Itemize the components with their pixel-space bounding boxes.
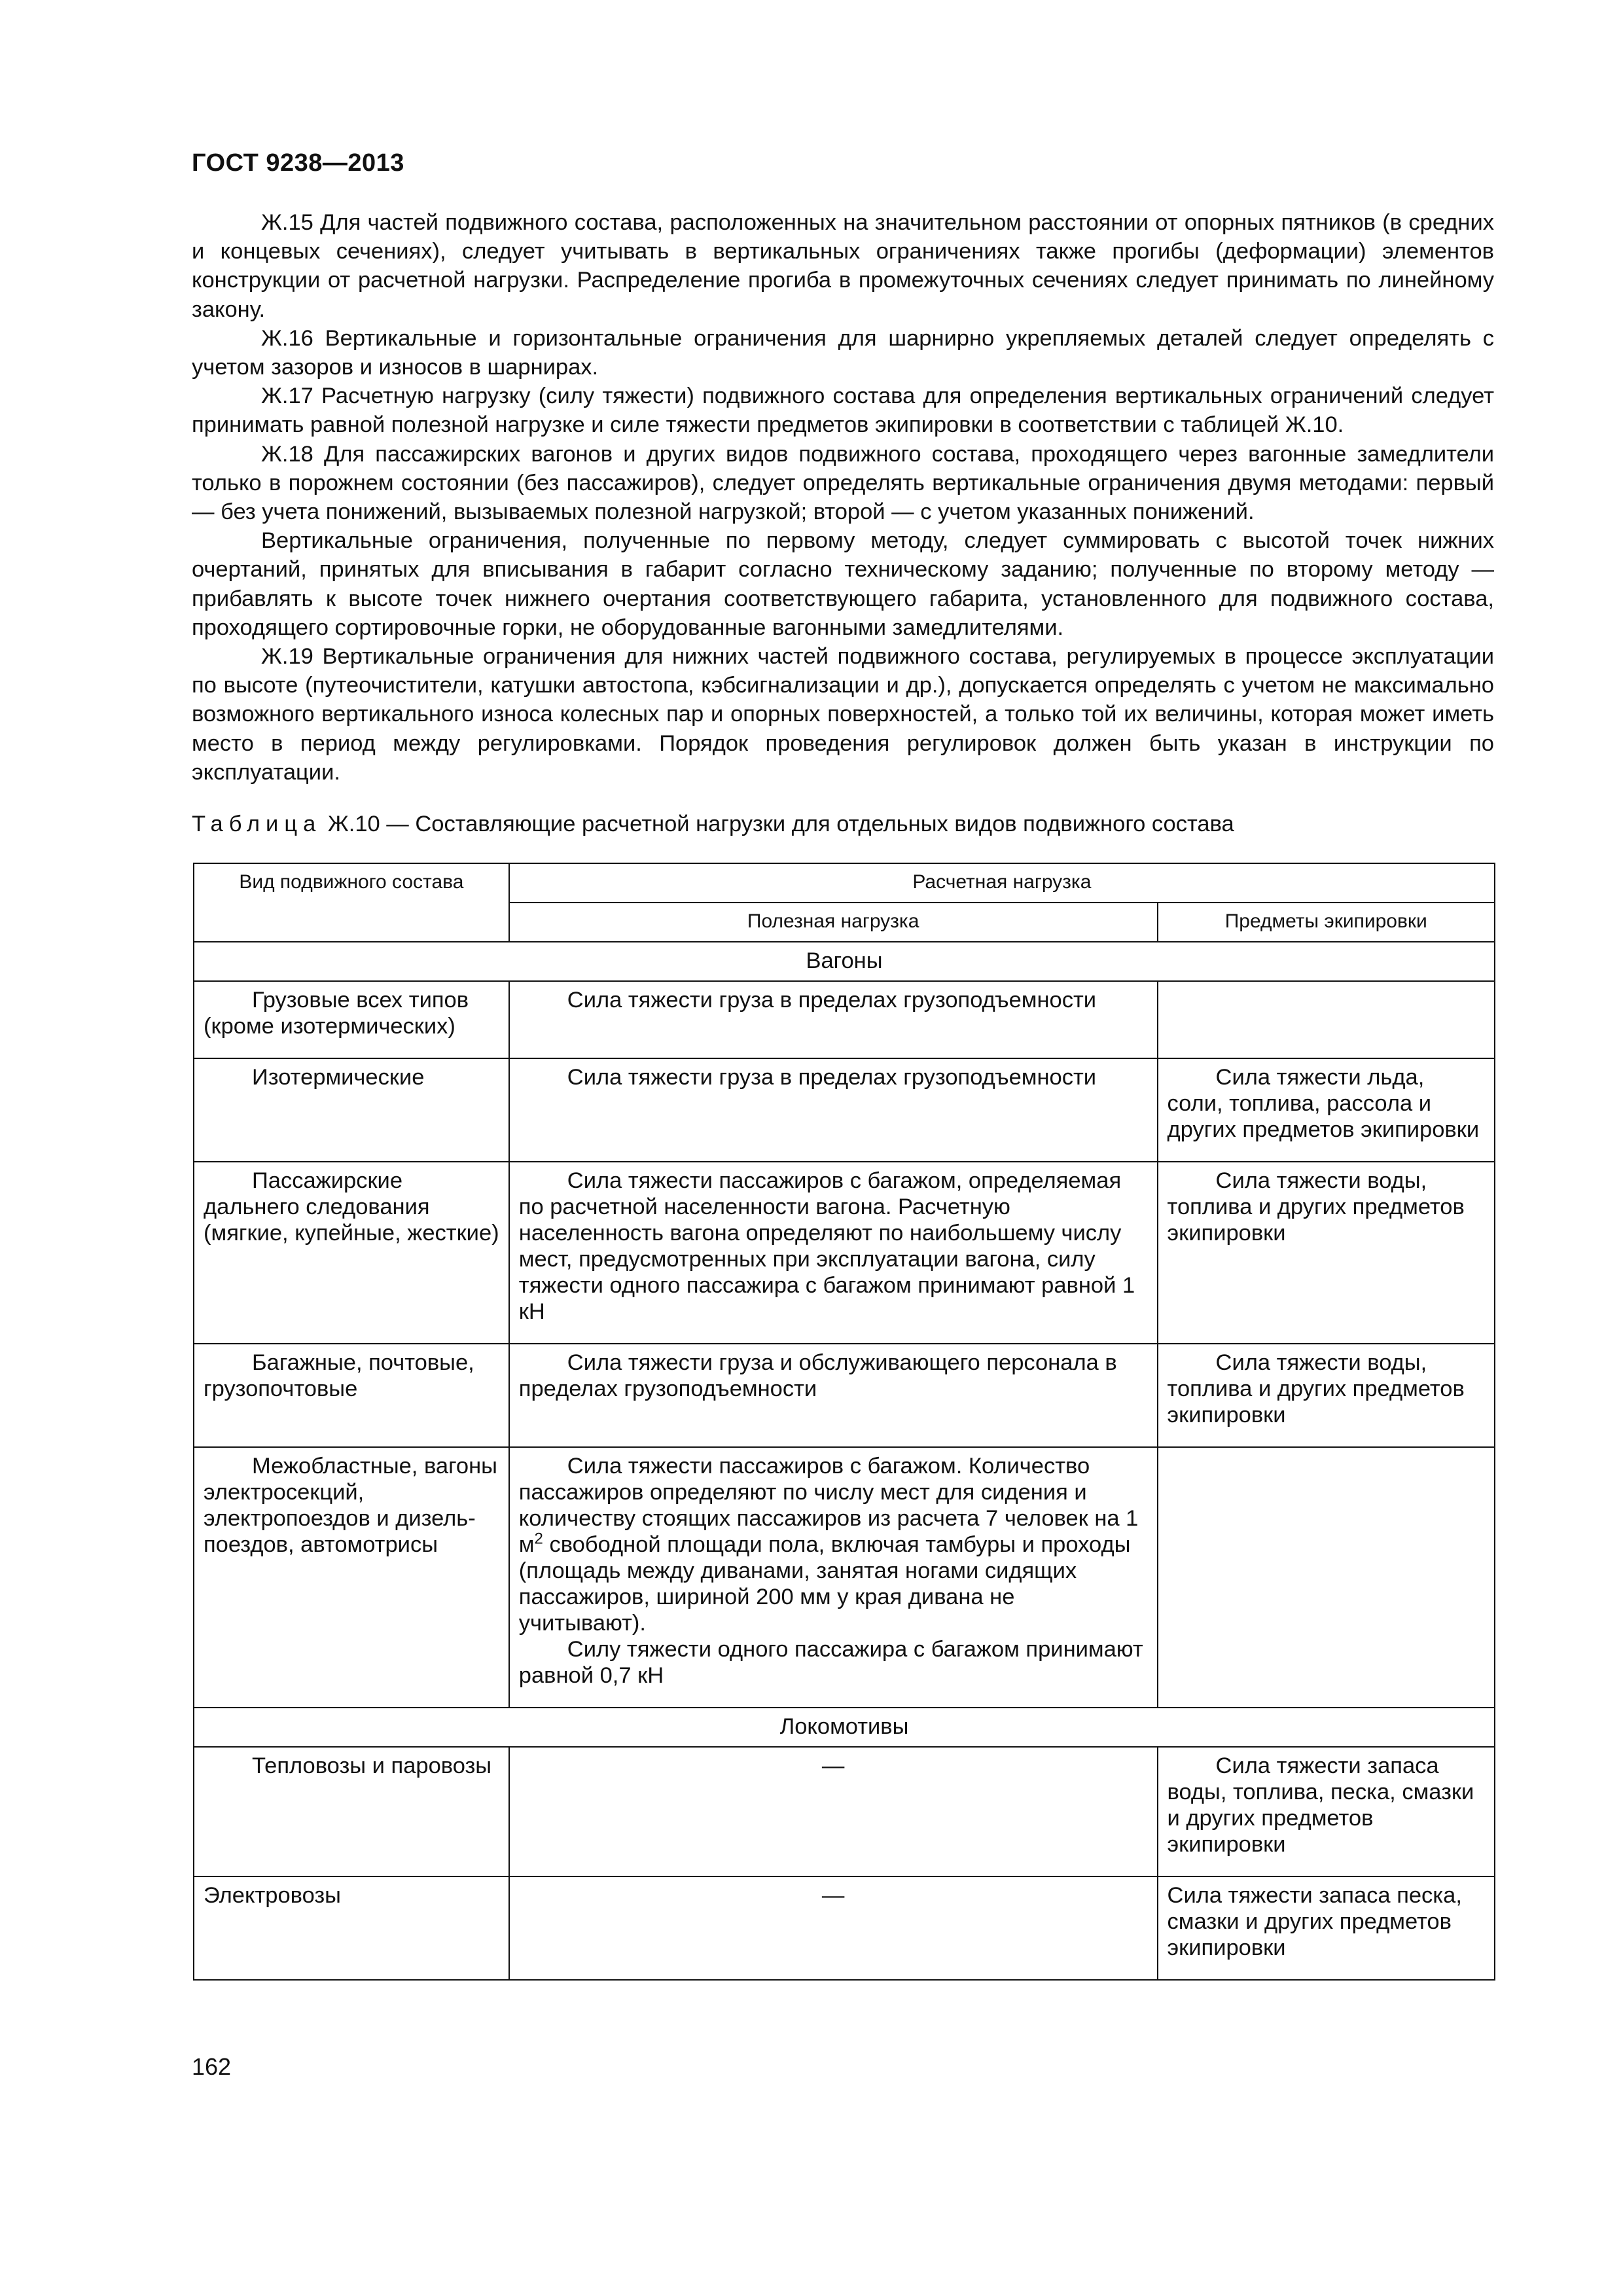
cell-type: Пассажирские дальнего следования (мягкие, купейные, жесткие) <box>194 1162 509 1344</box>
table-header-row <box>194 863 1495 903</box>
header-useful: Полезная нагрузка <box>509 903 1158 942</box>
superscript: 2 <box>534 1530 543 1548</box>
paragraph: Ж.18 Для пассажирских вагонов и других видов подвижного состава, проходящего через вагонные замедлители только в порожнем состоянии (без пассажиров), следует определять вертикальные ограничения двумя методами: первый — без учета понижений, вызываемых полезной нагрузкой; второй — с учетом указанных понижений. <box>192 441 1494 525</box>
cell-type: Межобластные, вагоны электросекций, электропоездов и дизель-поездов, автомотрисы <box>194 1447 509 1708</box>
cell-useful: Сила тяжести груза в пределах грузоподъемности <box>509 1058 1158 1162</box>
cell-useful: Сила тяжести груза и обслуживающего персонала в пределах грузоподъемности <box>509 1344 1158 1447</box>
table-row <box>194 1447 1495 1708</box>
header-type: Вид подвижного состава <box>194 863 509 942</box>
cell-useful-part: свободной площади пола, включая тамбуры и проходы (площадь между диванами, занятая ногами сидящих пассажиров, шириной 200 мм у края дивана не учитывают). <box>518 1532 1131 1636</box>
section-row-locomotives <box>194 1708 1495 1747</box>
table-caption-text: Ж.10 — Составляющие расчетной нагрузки для отдельных видов подвижного состава <box>327 812 1234 836</box>
paragraph: Ж.17 Расчетную нагрузку (силу тяжести) подвижного состава для определения вертикальных ограничений следует принимать равной полезной нагрузке и силе тяжести предметов экипировки в соответствии с таблицей Ж.10. <box>192 384 1494 438</box>
cell-equipment: Сила тяжести воды, топлива и других предметов экипировки <box>1158 1162 1495 1344</box>
paragraph: Ж.15 Для частей подвижного состава, расположенных на значительном расстоянии от опорных пятников (в средних и концевых сечениях), следует учитывать в вертикальных ограничениях также прогибы (деформации) элементов конструкции от расчетной нагрузки. Распределение прогиба в промежуточных сечениях следует принимать по линейному закону. <box>192 210 1494 322</box>
section-title: Вагоны <box>194 942 1495 981</box>
body-text <box>192 208 1494 787</box>
table-row <box>194 1058 1495 1162</box>
table-caption <box>192 810 1234 838</box>
cell-equipment: Сила тяжести льда, соли, топлива, рассола и других предметов экипировки <box>1158 1058 1495 1162</box>
page-number: 162 <box>192 2053 232 2080</box>
cell-equipment <box>1158 981 1495 1058</box>
cell-type: Изотермические <box>194 1058 509 1162</box>
table-row <box>194 1344 1495 1447</box>
cell-equipment <box>1158 1447 1495 1708</box>
paragraph: Ж.19 Вертикальные ограничения для нижних частей подвижного состава, регулируемых в процессе эксплуатации по высоте (путеочистители, катушки автостопа, кэбсигнализации и др.), допускается определять с учетом не максимально возможного вертикального износа колесных пар и опорных поверхностей, а только той их величины, которая может иметь место в период между регулировками. Порядок проведения регулировок должен быть указан в инструкции по эксплуатации. <box>192 644 1494 785</box>
cell-useful: Сила тяжести груза в пределах грузоподъемности <box>509 981 1158 1058</box>
section-row-wagons <box>194 942 1495 981</box>
cell-equipment: Сила тяжести запаса песка, смазки и других предметов экипировки <box>1158 1876 1495 1980</box>
cell-useful: — <box>509 1876 1158 1980</box>
paragraph: Ж.16 Вертикальные и горизонтальные ограничения для шарнирно укрепляемых деталей следует определять с учетом зазоров и износов в шарнирах. <box>192 325 1494 380</box>
cell-type: Багажные, почтовые, грузопочтовые <box>194 1344 509 1447</box>
paragraph: Вертикальные ограничения, полученные по первому методу, следует суммировать с высотой точек нижних очертаний, принятых для вписывания в габарит согласно техническому заданию; полученные по второму методу — прибавлять к высоте точек нижнего очертания соответствующего габарита, установленного для подвижного состава, проходящего сортировочные горки, не оборудованные вагонными замедлителями. <box>192 528 1494 640</box>
cell-useful <box>509 1447 1158 1708</box>
cell-useful-text: Силу тяжести одного пассажира с багажом принимают равной 0,7 кН <box>518 1637 1143 1688</box>
cell-equipment: Сила тяжести воды, топлива и других предметов экипировки <box>1158 1344 1495 1447</box>
header-equipment: Предметы экипировки <box>1158 903 1495 942</box>
section-title: Локомотивы <box>194 1708 1495 1747</box>
cell-type: Тепловозы и паровозы <box>194 1747 509 1876</box>
load-components-table <box>193 863 1495 1981</box>
document-header: ГОСТ 9238—2013 <box>192 149 404 177</box>
cell-type: Грузовые всех типов (кроме изотермических) <box>194 981 509 1058</box>
cell-useful: Сила тяжести пассажиров с багажом, определяемая по расчетной населенности вагона. Расчетную населенность вагона определяют по наибольшему числу мест, предусмотренных при эксплуатации вагона, силу тяжести одного пассажира с багажом принимают равной 1 кН <box>509 1162 1158 1344</box>
table-row <box>194 1876 1495 1980</box>
cell-equipment: Сила тяжести запаса воды, топлива, песка, смазки и других предметов экипировки <box>1158 1747 1495 1876</box>
cell-useful: — <box>509 1747 1158 1876</box>
table-row <box>194 1162 1495 1344</box>
header-load: Расчетная нагрузка <box>509 863 1495 903</box>
cell-useful-part: Сила тяжести пассажиров с багажом. Количество пассажиров определяют по числу мест для сидения и количеству стоящих пассажиров из расчета 7 человек на 1 м <box>518 1454 1139 1557</box>
table-row <box>194 981 1495 1058</box>
cell-useful-text <box>519 1453 1148 1636</box>
cell-type: Электровозы <box>194 1876 509 1980</box>
table-caption-word: Таблица <box>192 812 322 836</box>
table-row <box>194 1747 1495 1876</box>
